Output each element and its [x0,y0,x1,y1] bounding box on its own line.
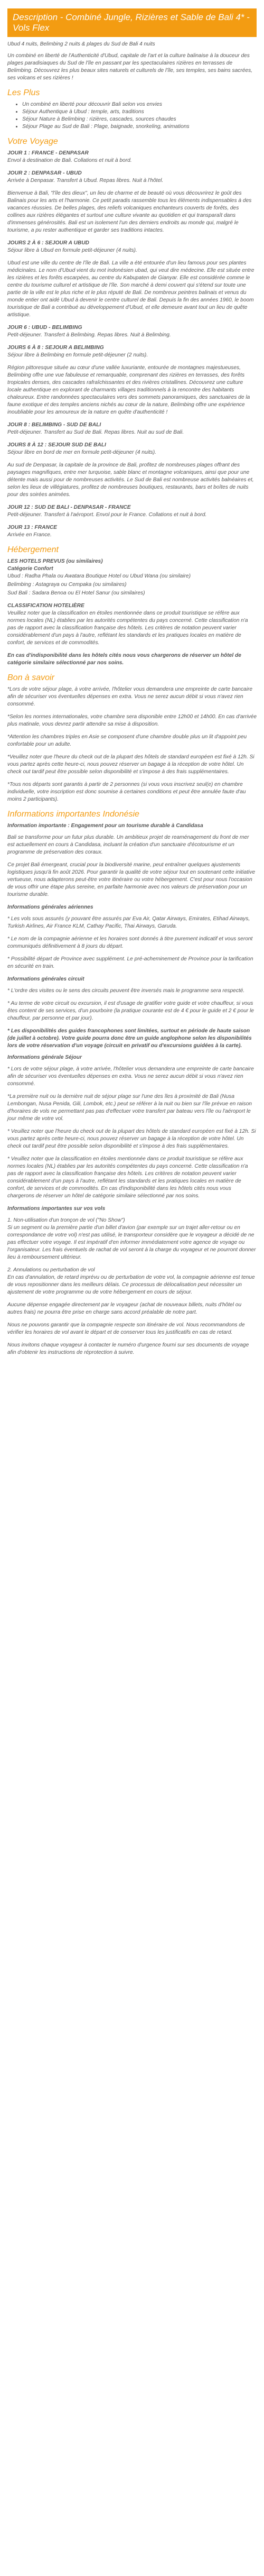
itinerary-day-title: JOURS 2 À 6 : SEJOUR A UBUD [7,240,89,246]
info-paragraph: * L'ordre des visites ou le sens des circuits peuvent être inversés mais le programme sera respecté. [7,988,245,994]
plus-item: • Séjour Authentique à Ubud : temple, arts, traditions [22,108,257,116]
hotel-block [7,558,257,667]
info-paragraph: Nous invitons chaque voyageur à contacter le numéro d'urgence fourni sur ses documents de voyage afin d'obtenir les instructions de réprotection à suivre. [7,1342,249,1355]
info-paragraph: 2. Annulations ou perturbation de vol En cas d'annulation, de retard imprévu ou de perturbation de votre vol, la compagnie aérienne est tenue de vous repositionner dans les meilleurs délais. Ce processus de délocalisation peut nécessiter un ajustement de votre programme ou de votre hébergement en cours de séjour. [7,1267,255,1295]
itinerary-day-text: Petit-déjeuner. Transfert à Belimbing. Repas libres. Nuit à Belimbing. [7,332,171,338]
info-paragraph: * Les vols sous assurés (y pouvant être assurés par Eva Air, Qatar Airways, Emirates, Etihad Airways, Turkish Airlines, Air France KLM, Cathay Pacific, Thai Airways, Garuda. [7,916,250,929]
page-subtitle: Ubud 4 nuits, Belimbing 2 nuits & plages du Sud de Bali 4 nuits [7,41,155,47]
info-heading: * Les disponibilités des guides francophones sont limitées, surtout en période de haute saison (de juillet à octobre). Votre guide pourra donc être un guide anglophone selon les disponibilités lors de votre réservation d'un voyage (circuit en privatif ou d'excursions guidées à la carte). [7,1028,252,1049]
itinerary-day-title: JOUR 2 : DENPASAR - UBUD [7,170,82,176]
plus-list [7,101,257,131]
hotel-class-text: Veuillez noter que la classification en étoiles mentionnée dans ce produit touristique se réfère aux normes locales (NL) établies par les autorités compétentes du pays concerné. Cette classification n'a pas de rapport avec la classification française des hôtels. Les critères de notation peuvent varier considérablement d'un pays à l'autre, reflétant les standards et les pratiques locales en matière de confort, de services et de commodités. [7,610,248,646]
info-paragraph: * Au terme de votre circuit ou excursion, il est d'usage de gratifier votre guide et votre chauffeur, si vous êtes content de ses services, d'un pourboire (la pratique courante est de 4 € pour le guide et 2 € pour le chauffeur, par personne et par jour). [7,1001,254,1021]
info-paragraph: *La première nuit ou la dernière nuit de séjour plage sur l'une des îles à proximité de Bali (Nusa Lembongan, Nusa Penida, Gili, Lombok, etc.) peut se référer à la nuit ou bien sur l'île prévue en raison d'horaires de vols ne permettant pas pas d'effectuer votre transfert par bateau vers l'île ou l'aéroport le jour même de votre vol. [7,1094,252,1122]
info-heading: Informations importantes sur vos vols [7,1206,106,1212]
itinerary-day [7,462,257,499]
hotel-class-title: CLASSIFICATION HOTELIÈRE [7,603,84,609]
itinerary-day-text: Petit-déjeuner. Transfert à l'aéroport. Envol pour le France. Collations et nuit à bord. [7,512,207,518]
plus-item: • Un combiné en liberté pour découvrir Bali selon vos envies [22,101,257,108]
itinerary-day [7,504,257,519]
itinerary-day [7,344,257,359]
itinerary-day [7,442,257,456]
itinerary-day-title: JOUR 12 : SUD DE BALI - DENPASAR - FRANCE [7,505,131,510]
itinerary-day-text: Arrivée en France. [7,532,52,538]
itinerary-day-title: JOUR 8 : BELIMBING - SUD DE BALI [7,422,101,428]
good-paragraph: *Attention les chambres triples en Asie se composent d'une chambre double plus un lit d'appoint peu confortable pour un adulte. [7,734,247,747]
itinerary-day-text: Au sud de Denpasar, la capitale de la province de Bali, profitez de nombreuses plages offrant des paysages magnifiques, entre mer turquoise, sable blanc et montagne volcaniques, ainsi que pour une détente mais aussi pour de nombreuses activités. Le Sud de Bali est nombreuse activités balnéaires et, selon les lieux de villégiatures, profitez de nombreuses boutiques, restaurants, bars et boîtes de nuits pour des soirées animées. [7,462,254,498]
itinerary-day-text: Ubud est une ville du centre de l'île de Bali. La ville a été entourée d'un lieu famous pour ses plantes médicinales. Le nom d'Ubud vient du mot indonésien ubad, qui veut dire médecine. Elle est située entre les rizières et les forêts escarpées, au centre du Kabupaten de Gianyar. Elle est considérée comme le centre du tourisme culturel et artistique de l'île. Son marché à demi couvert qui s'étend sur toute une partie de la ville est le plus riche et le plus réputé de Bali. De nombreux peintres balinais et venus du monde entier ont aidé Ubud à devenir le centre culturel de Bali. Depuis la fin des années 1960, le boom touristique de Bali a contribué au développement d'Ubud, et elle demeure avant tout un lieu de quête artistique. [7,260,254,318]
info-heading: Informations générales circuit [7,976,84,982]
info-paragraph: * Le nom de la compagnie aérienne et les horaires sont donnés à titre purement indicatif et vous seront communiqués définitivement à 8 jours du départ. [7,936,253,949]
info-heading: Informations générales aériennes [7,904,93,910]
info-paragraph: Nous ne pouvons garantir que la compagnie respecte son itinéraire de vol. Nous recommandons de vérifier les horaires de vol avant le départ et de conserver tous les justificatifs en cas de retard. [7,1322,245,1335]
itinerary-day-title: JOURS 6 À 8 : SEJOUR A BELIMBING [7,345,104,351]
info-paragraph: Ce projet Bali émergeant, crucial pour la biodiversité marine, peut entraîner quelques ajustements logistiques jusqu'à fin août 2026. Pour garantir la qualité de votre séjour tout en soutenant cette initiative vertueuse, nous adapterons peut-être votre itinéraire ou votre hébergement. C'est pour nous l'occasion de vous offrir une étape plus sereine, en parfaite harmonie avec nos valeurs de préservation pour un tourisme durable. [7,862,256,897]
hotel-class-note: En cas d'indisponibilité dans les hôtels cités nous vous chargerons de réserver un hôtel de catégorie similaire sélectionné par nos soins. [7,653,241,666]
section-heading-infos: Informations importantes Indonésie [7,810,139,819]
good-block [7,686,257,803]
itinerary-day [7,150,257,164]
hotel-line: LES HOTELS PREVUS (ou similaires) [7,558,103,564]
intro-text: Un combiné en liberté de l'Authenticité d'Ubud, capitale de l'art et la culture balinaise à la douceur des plages paradisiaques du Sud de l'île en passant par les spectaculaires rizières en terrasses de Belimbing. Découvrez les plus beaux sites naturels et culturels de l'île, ses temples, ses bains sacrées, ses volcans et ses rizières ! [7,53,252,81]
info-paragraph: * Veuillez noter que l'heure du check out de la plupart des hôtels de standard européen est fixé à 12h. Si vous partez après cette heure-ci, nous pouvez réserver un bagage à la réception de votre hôtel. Un check out tardif peut être possible selon disponibilité et s'impose à des frais supplémentaires. [7,1129,256,1149]
section-heading-hebergement: Hébergement [7,545,59,554]
itinerary-day-text: Séjour libre à Belimbing en formule petit-déjeuner (2 nuits). [7,352,148,358]
info-heading: Information importante : Engagement pour un tourisme durable à Candidasa [7,823,203,829]
itinerary-day [7,190,257,234]
itinerary-day [7,364,257,416]
itinerary-day-text: Séjour libre en bord de mer en formule petit-déjeuner (4 nuits). [7,450,157,455]
itinerary-day [7,524,257,539]
itinerary-day [7,240,257,254]
info-paragraph: * Lors de votre séjour plage, à votre arrivée, l'hôtelier vous demandera une empreinte de carte bancaire afin de sécuriser vos éventuelles dépenses en extra. Vous ne serez aucun débit si vous n'avez rien consommé. [7,1066,254,1087]
hotel-line: Sud Bali : Sadara Benoa ou El Hotel Sanur (ou similaires) [7,590,145,596]
itinerary-day-text: Petit-déjeuner. Transfert au Sud de Bali. Repas libres. Nuit au sud de Bali. [7,429,184,435]
good-paragraph: *Tous nos départs sont garantis à partir de 2 personnes (si vous vous inscrivez seul(e) en chambre individuelle, votre inscription est donc soumise à certaines conditions et peut être annulée faute d'au moins 2 participants). [7,782,246,802]
itinerary-day-title: JOUR 6 : UBUD - BELIMBING [7,325,82,331]
itinerary-day-text: Bienvenue à Bali, "l'île des dieux", un lieu de charme et de beauté où vous découvrirez le goût des Balinais pour les arts et l'harmonie. Ce petit paradis rassemble tous les éléments indispensables à des vacances réussies. De belles plages, des reliefs volcaniques enchanteurs couverts de forêts, des collines aux rizières élégantes et surtout une culture vivante au quotidien et qui transparaît dans d'immenses générosités. Bali est un isolement l'un des derniers endroits au monde qui, malgré le tourisme, a pu rester authentique et garder ses traditions intactes. [7,190,252,233]
hotel-line: Catégorie Confort [7,566,53,572]
good-paragraph: *Veuillez noter que l'heure du check out de la plupart des hôtels de standard européen est fixé à 12h. Si vous partez après cette heure-ci, nous pouvez réserver un bagage à la réception de votre hôtel. Un check out tardif peut être possible selon disponibilité et s'impose à des frais supplémentaires. [7,754,254,775]
itinerary-day-title: JOUR 1 : FRANCE - DENPASAR [7,150,89,156]
hotel-line: Ubud : Radha Phala ou Awatara Boutique Hotel ou Ubud Wana (ou similaire) [7,573,191,579]
good-paragraph: *Selon les normes internationales, votre chambre sera disponible entre 12h00 et 14h00. En cas d'arrivée plus matinale, vous devrez partir attendre sa mise à disposition. [7,714,257,727]
itinerary-day-title: JOUR 13 : FRANCE [7,525,57,530]
itinerary-day [7,170,257,185]
info-heading: Informations générale Séjour [7,1055,82,1060]
plus-item: • Séjour Nature à Belimbing : rizières, cascades, sources chaudes [22,116,257,123]
itinerary-day [7,260,257,319]
hotel-line: Belimbing : Astagraya ou Cempaka (ou similaires) [7,582,127,588]
plus-item: • Séjour Plage au Sud de Bali : Plage, baignade, snorkeling, animations [22,123,257,131]
info-paragraph: * Veuillez noter que la classification en étoiles mentionnée dans ce produit touristique se réfère aux normes locales (NL) établies par les autorités compétentes du pays concerné. Cette classification n'a pas de rapport avec la classification française des hôtels. Les critères de notation peuvent varier considérablement d'un pays à l'autre, reflétant les standards et les pratiques locales en matière de confort, de services et de commodités. En cas d'indisponibilité dans les hôtels cités nous vous chargerons de réserver un hôtel de catégorie similaire sélectionné par nos soins. [7,1156,248,1199]
itinerary-day-text: Région pittoresque située au cœur d'une vallée luxuriante, entourée de montagnes majestueuses, Belimbing offre une vue fabuleuse et remarquable, comprenant des rizières en terrasses, des forêts tropicales denses, des cascades rafraîchissantes et des rivières cristallines. Découvrez une culture locale authentique en explorant de charmants villages traditionnels à la rencontre des habitants chaleureux. Entre randonnées spectaculaires vers des sommets panoramiques, des sanctuaires de la faune exotique et des temples anciens nichés au cœur de la nature, Belimbing offre une expérience inoubliable pour les amoureux de la nature en quête d'authenticité ! [7,365,250,415]
itinerary-day [7,324,257,339]
section-heading-plus: Les Plus [7,88,40,97]
itinerary-day-text: Envol à destination de Bali. Collations et nuit à bord. [7,158,132,163]
page-title: Description - Combiné Jungle, Rizières et Sable de Bali 4* - Vols Flex [7,8,257,37]
section-heading-voyage: Votre Voyage [7,137,58,146]
info-block [7,822,257,1356]
itinerary-day-text: Séjour libre à Ubud en formule petit-déjeuner (4 nuits). [7,247,137,253]
itinerary-day-text: Arrivée à Denpasar. Transfert à Ubud. Repas libres. Nuit à l'hôtel. [7,178,164,184]
itinerary-day-title: JOURS 8 À 12 : SEJOUR SUD DE BALI [7,442,106,448]
itinerary [7,150,257,539]
info-paragraph: 1. Non-utilisation d'un tronçon de vol ("No Show") Si un segment ou la première partie d'un billet d'avion (par exemple sur un trajet aller-retour ou en correspondance de votre vol) n'est pas utilisé, le transporteur considère que le voyageur a décidé de ne pas effectuer votre voyage. Il est impératif d'en informer immédiatement votre agence de voyage ou l'organisateur. Les frais éventuels de rachat de vol seront à la charge du voyageur et ne pourront donner lieu à remboursement ultérieur. [7,1217,256,1260]
info-paragraph: Aucune dépense engagée directement par le voyageur (achat de nouveaux billets, nuits d'hôtel ou autres frais) ne pourra être prise en charge sans accord préalable de notre part. [7,1302,242,1315]
info-paragraph: Bali se transforme pour un futur plus durable. Un ambitieux projet de reaménagement du front de mer est actuellement en cours à Candidasa, incluant la création d'un sanctuaire d'écotourisme et un programme de préservation des coraux. [7,835,249,855]
section-heading-bon-a-savoir: Bon à savoir [7,673,54,682]
info-paragraph: * Possibilité départ de Province avec supplément. Le pré-acheminement de Province pour la tarification en sécurité en train. [7,956,253,969]
good-paragraph: *Lors de votre séjour plage, à votre arrivée, l'hôtelier vous demandera une empreinte de carte bancaire afin de sécuriser vos éventuelles dépenses en extra. Vous ne serez aucun débit si vous n'avez rien consommé. [7,686,253,707]
itinerary-day [7,421,257,436]
